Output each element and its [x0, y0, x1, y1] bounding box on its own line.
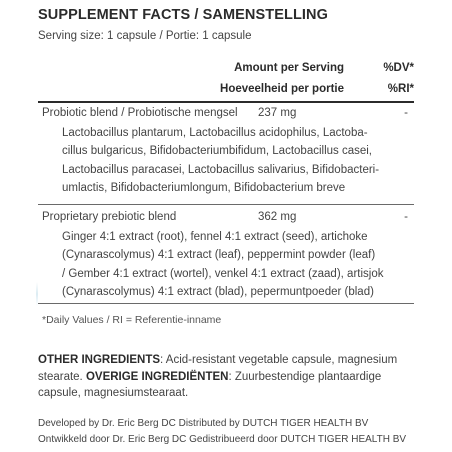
- other-ingredients-text-nl: : Zuurbestendige plantaardige: [228, 370, 382, 383]
- ingredient-amount: 362 mg: [258, 211, 297, 223]
- strain-line: cillus bulgaricus, Bifidobacteriumbifidum, Lactobacillus casei,: [62, 145, 373, 158]
- other-ingredients: [38, 352, 418, 402]
- other-ingredients-label-en: OTHER INGREDIENTS: [38, 354, 161, 366]
- row-divider: [38, 204, 414, 205]
- other-ingredients-label-nl: OVERIGE INGREDIËNTEN: [85, 370, 229, 383]
- component-line: (Cynarascolymus) 4:1 extract (leaf), peppermint powder (leaf): [62, 249, 376, 262]
- component-line: (Cynarascolymus) 4:1 extract (blad), pepermuntpoeder (blad): [62, 286, 374, 299]
- strain-line: Lactobacillus paracasei, Lactobacillus salivarius, Bifidobacteri-: [62, 163, 380, 176]
- other-ingredients-text-nl-2: capsule, magnesiumstearaat.: [38, 387, 189, 399]
- ingredient-name: Probiotic blend / Probiotische mengsel: [42, 107, 238, 119]
- label-title: SUPPLEMENT FACTS / SAMENSTELLING: [38, 7, 328, 23]
- ri-header-nl: %RI*: [387, 83, 414, 95]
- component-line: / Gember 4:1 extract (wortel), venkel 4:1 extract (zaad), artisjok: [62, 267, 384, 280]
- component-line: Ginger 4:1 extract (root), fennel 4:1 extract (seed), artichoke: [62, 231, 368, 243]
- ingredient-amount: 237 mg: [258, 107, 297, 119]
- dv-header-en: %DV*: [383, 62, 414, 74]
- developer-en: Developed by Dr. Eric Berg DC Distributed by DUTCH TIGER HEALTH BV: [38, 418, 369, 429]
- other-ingredients-text-en: : Acid-resistant vegetable capsule, magnesium: [160, 354, 398, 366]
- ingredient-dv: -: [404, 211, 408, 223]
- table-bottom-divider: [38, 303, 414, 304]
- amount-header-en: Amount per Serving: [234, 62, 344, 74]
- developer-info: [38, 416, 418, 447]
- ingredient-dv: -: [404, 107, 408, 119]
- header-divider: [38, 101, 414, 103]
- strain-line: umlactis, Bifidobacteriumlongum, Bifidobacterium breve: [62, 182, 346, 195]
- prebiotic-components: [62, 228, 414, 302]
- developer-nl: Ontwikkeld door Dr. Eric Berg DC Gedistribueerd door DUTCH TIGER HEALTH BV: [38, 433, 407, 445]
- daily-values-footnote: *Daily Values / RI = Referentie-inname: [42, 314, 222, 326]
- other-ingredients-text-en-2: stearate.: [38, 370, 86, 383]
- serving-size: Serving size: 1 capsule / Portie: 1 capsule: [38, 30, 252, 42]
- strain-line: Lactobacillus plantarum, Lactobacillus acidophilus, Lactoba-: [62, 127, 368, 139]
- amount-header-nl: Hoeveelheid per portie: [220, 83, 344, 95]
- ingredient-name: Proprietary prebiotic blend: [42, 211, 177, 223]
- probiotic-strains: [62, 124, 414, 198]
